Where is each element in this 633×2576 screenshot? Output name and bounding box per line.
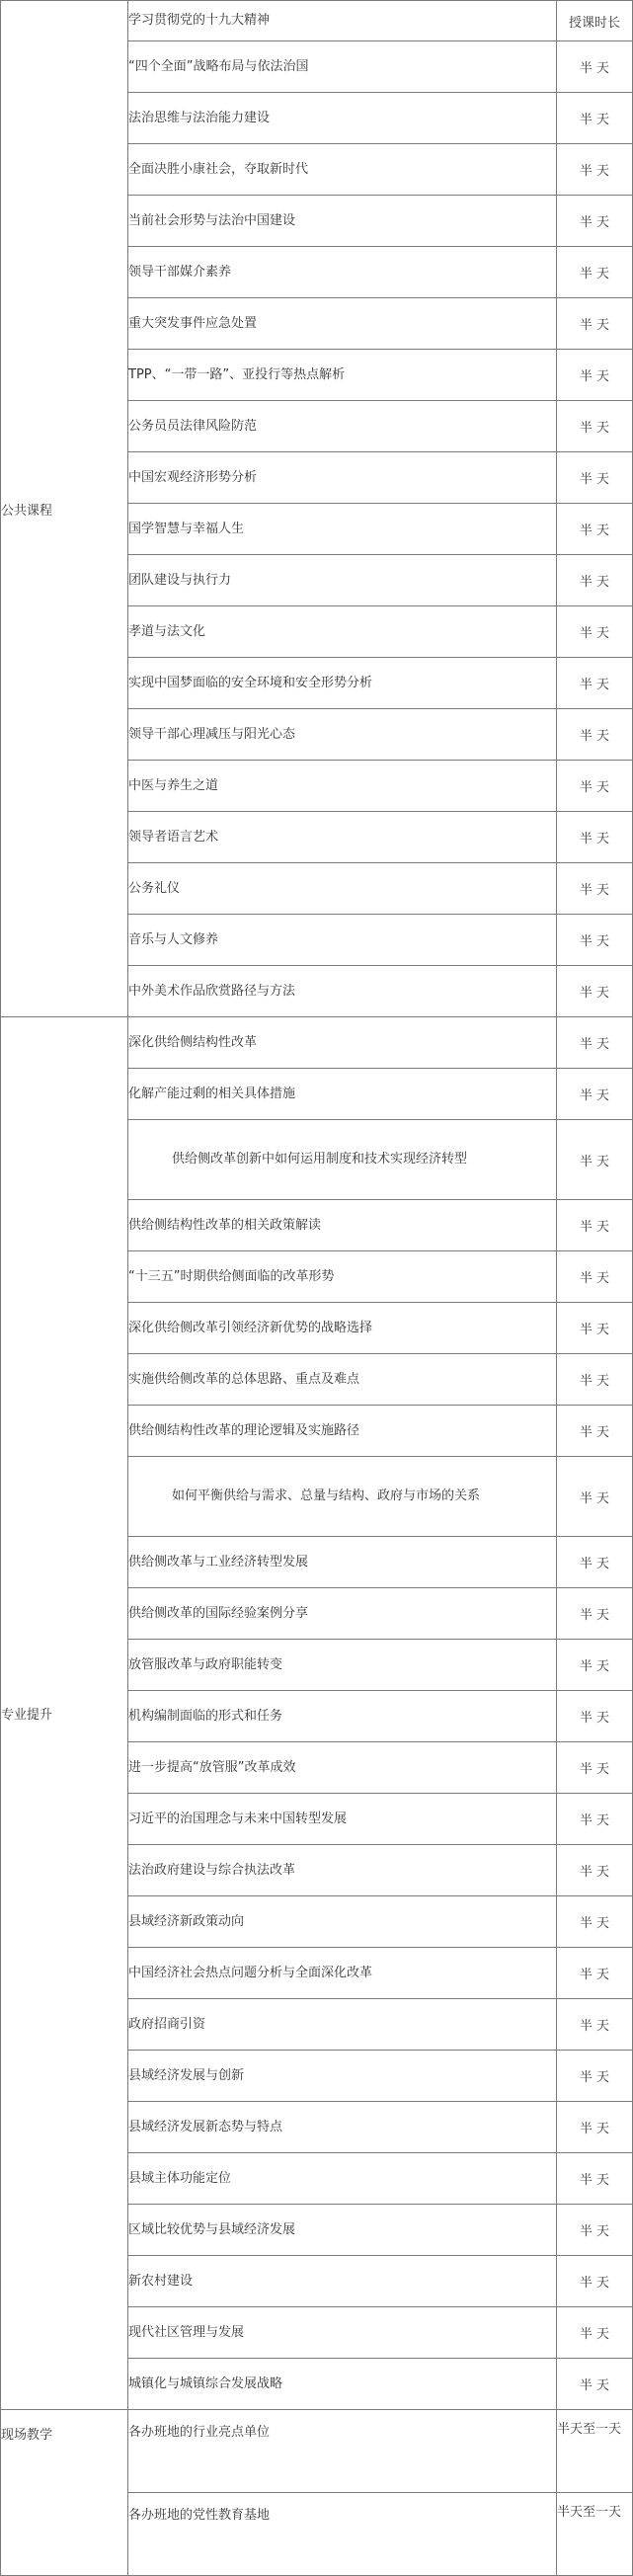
course-duration: 半 天 — [557, 2359, 633, 2410]
course-duration: 半 天 — [557, 1640, 633, 1691]
course-name: 新农村建设 — [128, 2256, 557, 2307]
course-duration: 半 天 — [557, 812, 633, 863]
category-professional: 专业提升 — [1, 1017, 128, 2410]
course-duration: 半 天 — [557, 196, 633, 247]
course-duration: 半 天 — [557, 2051, 633, 2102]
course-name: 县域经济发展新态势与特点 — [128, 2102, 557, 2153]
course-name: 县域经济新政策动向 — [128, 1896, 557, 1948]
course-duration: 半 天 — [557, 1999, 633, 2051]
duration-header: 授课时长 — [557, 1, 633, 41]
course-name: 公务礼仪 — [128, 863, 557, 915]
course-name: 实现中国梦面临的安全环境和安全形势分析 — [128, 658, 557, 709]
course-duration: 半 天 — [557, 1457, 633, 1537]
course-duration: 半 天 — [557, 2307, 633, 2359]
course-name: 供给侧改革的国际经验案例分享 — [128, 1588, 557, 1640]
course-duration: 半 天 — [557, 1251, 633, 1303]
course-name: 习近平的治国理念与未来中国转型发展 — [128, 1794, 557, 1845]
course-duration: 半天至一天 — [557, 2410, 633, 2493]
course-duration: 半 天 — [557, 1200, 633, 1251]
course-duration: 半 天 — [557, 144, 633, 196]
course-name: 化解产能过剩的相关具体措施 — [128, 1069, 557, 1120]
course-name: 供给侧结构性改革的理论逻辑及实施路径 — [128, 1406, 557, 1457]
course-name: 国学智慧与幸福人生 — [128, 504, 557, 555]
course-duration: 半 天 — [557, 1948, 633, 1999]
course-duration: 半 天 — [557, 1794, 633, 1845]
course-duration: 半 天 — [557, 1354, 633, 1406]
course-name: 政府招商引资 — [128, 1999, 557, 2051]
table-row — [1, 1017, 633, 1069]
course-duration: 半 天 — [557, 709, 633, 761]
course-name: 供给侧改革与工业经济转型发展 — [128, 1537, 557, 1588]
course-name: 放管服改革与政府职能转变 — [128, 1640, 557, 1691]
course-name: 公务员员法律风险防范 — [128, 401, 557, 452]
course-duration: 半 天 — [557, 555, 633, 606]
course-duration: 半 天 — [557, 1588, 633, 1640]
course-duration: 半 天 — [557, 41, 633, 93]
course-duration: 半 天 — [557, 658, 633, 709]
course-duration: 半天至一天 — [557, 2493, 633, 2576]
course-duration: 半 天 — [557, 1742, 633, 1794]
course-name: 供给侧改革创新中如何运用制度和技术实现经济转型 — [128, 1120, 557, 1200]
course-duration: 半 天 — [557, 915, 633, 966]
course-name: 各办班地的党性教育基地 — [128, 2493, 557, 2576]
course-name: 音乐与人文修养 — [128, 915, 557, 966]
course-duration: 半 天 — [557, 1017, 633, 1069]
course-duration: 半 天 — [557, 2102, 633, 2153]
course-name: 法治政府建设与综合执法改革 — [128, 1845, 557, 1896]
course-name: 团队建设与执行力 — [128, 555, 557, 606]
course-name: 各办班地的行业亮点单位 — [128, 2410, 557, 2493]
course-name: 机构编制面临的形式和任务 — [128, 1691, 557, 1742]
course-name: TPP、“一带一路”、亚投行等热点解析 — [128, 350, 557, 401]
course-duration: 半 天 — [557, 966, 633, 1017]
course-name: 中国经济社会热点问题分析与全面深化改革 — [128, 1948, 557, 1999]
course-name: 实施供给侧改革的总体思路、重点及难点 — [128, 1354, 557, 1406]
course-duration: 半 天 — [557, 1691, 633, 1742]
course-duration: 半 天 — [557, 1845, 633, 1896]
course-duration: 半 天 — [557, 863, 633, 915]
course-duration: 半 天 — [557, 350, 633, 401]
course-duration: 半 天 — [557, 2256, 633, 2307]
course-name: 进一步提高“放管服”改革成效 — [128, 1742, 557, 1794]
course-name: 学习贯彻党的十九大精神 — [128, 1, 557, 41]
course-duration: 半 天 — [557, 1896, 633, 1948]
course-name: 中国宏观经济形势分析 — [128, 452, 557, 504]
course-duration: 半 天 — [557, 1120, 633, 1200]
course-name: 中医与养生之道 — [128, 761, 557, 812]
course-name: 供给侧结构性改革的相关政策解读 — [128, 1200, 557, 1251]
course-duration: 半 天 — [557, 298, 633, 350]
course-duration: 半 天 — [557, 2153, 633, 2205]
course-name: 当前社会形势与法治中国建设 — [128, 196, 557, 247]
table-row — [1, 1, 633, 41]
course-name: 孝道与法文化 — [128, 606, 557, 658]
course-duration: 半 天 — [557, 1406, 633, 1457]
course-name: 领导干部媒介素养 — [128, 247, 557, 298]
course-duration: 半 天 — [557, 761, 633, 812]
course-duration: 半 天 — [557, 2205, 633, 2256]
course-name: 法治思维与法治能力建设 — [128, 93, 557, 144]
course-name: 深化供给侧改革引领经济新优势的战略选择 — [128, 1303, 557, 1354]
course-name: 深化供给侧结构性改革 — [128, 1017, 557, 1069]
course-name: 领导者语言艺术 — [128, 812, 557, 863]
table-row — [1, 2410, 633, 2493]
course-duration: 半 天 — [557, 93, 633, 144]
course-name: 全面决胜小康社会，夺取新时代 — [128, 144, 557, 196]
course-duration: 半 天 — [557, 504, 633, 555]
curriculum-table-body — [1, 1, 633, 2576]
course-name: “十三五”时期供给侧面临的改革形势 — [128, 1251, 557, 1303]
course-name: 现代社区管理与发展 — [128, 2307, 557, 2359]
course-name: 领导干部心理减压与阳光心态 — [128, 709, 557, 761]
course-name: 区域比较优势与县域经济发展 — [128, 2205, 557, 2256]
course-duration: 半 天 — [557, 452, 633, 504]
course-duration: 半 天 — [557, 1537, 633, 1588]
course-name: 县域主体功能定位 — [128, 2153, 557, 2205]
course-name: 如何平衡供给与需求、总量与结构、政府与市场的关系 — [128, 1457, 557, 1537]
course-name: 城镇化与城镇综合发展战略 — [128, 2359, 557, 2410]
course-duration: 半 天 — [557, 1069, 633, 1120]
course-name: 重大突发事件应急处置 — [128, 298, 557, 350]
category-public: 公共课程 — [1, 1, 128, 1017]
category-field: 现场教学 — [1, 2410, 128, 2576]
course-name: 县域经济发展与创新 — [128, 2051, 557, 2102]
course-duration: 半 天 — [557, 606, 633, 658]
course-duration: 半 天 — [557, 401, 633, 452]
course-name: “四个全面”战略布局与依法治国 — [128, 41, 557, 93]
course-duration: 半 天 — [557, 1303, 633, 1354]
course-name: 中外美术作品欣赏路径与方法 — [128, 966, 557, 1017]
course-duration: 半 天 — [557, 247, 633, 298]
